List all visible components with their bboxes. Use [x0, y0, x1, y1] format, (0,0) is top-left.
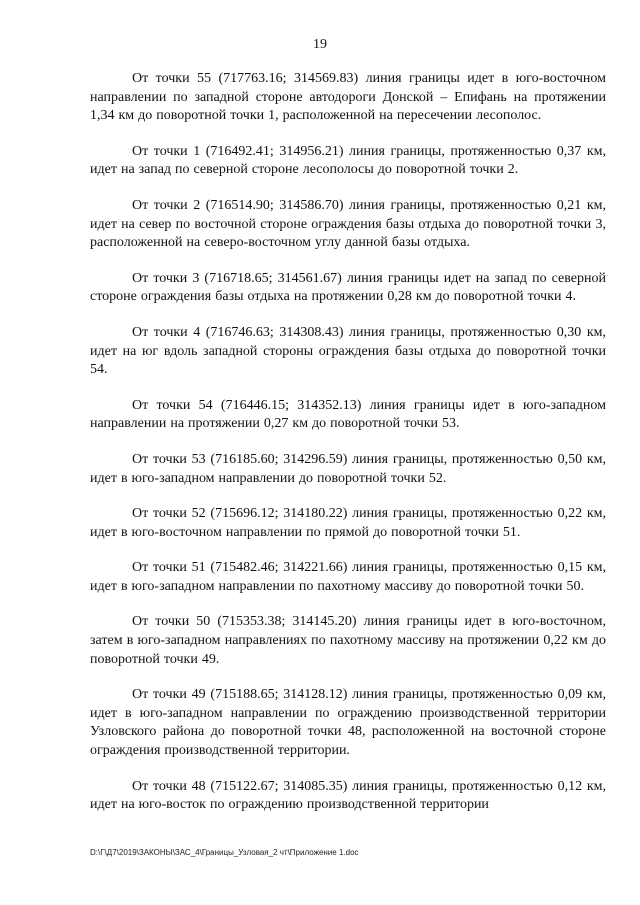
paragraph: От точки 53 (716185.60; 314296.59) линия границы, протяженностью 0,50 км, идет в юго-западном направлении до поворотной точки 52. — [90, 451, 606, 486]
footer-file-path: D:\Г\Д7\2019\ЗАКОНЫ\ЗАС_4\Границы_Узловая_2 чт\Приложение 1.doc — [90, 848, 359, 857]
document-body — [90, 70, 606, 832]
paragraph: От точки 1 (716492.41; 314956.21) линия границы, протяженностью 0,37 км, идет на запад по северной стороне лесополосы до поворотной точки 2. — [90, 143, 606, 178]
paragraph: От точки 55 (717763.16; 314569.83) линия границы идет в юго-восточном направлении по западной стороне автодороги Донской – Епифань на протяжении 1,34 км до поворотной точки 1, расположенной на пересечении лесополос. — [90, 71, 606, 124]
paragraph: От точки 4 (716746.63; 314308.43) линия границы, протяженностью 0,30 км, идет на юг вдоль западной стороны ограждения базы отдыха до поворотной точки 54. — [90, 324, 606, 378]
paragraph: От точки 2 (716514.90; 314586.70) линия границы, протяженностью 0,21 км, идет на север по восточной стороне ограждения базы отдыха до поворотной точки 3, расположенной на северо-восточном углу данной базы отдыха. — [90, 197, 606, 251]
paragraph: От точки 49 (715188.65; 314128.12) линия границы, протяженностью 0,09 км, идет в юго-западном направлении по ограждению производственной территории Узловского района до поворотной точки 48, расположенной на восточной стороне ограждения производственной территории. — [90, 687, 606, 759]
page-number: 19 — [313, 37, 327, 52]
paragraph: От точки 54 (716446.15; 314352.13) линия границы идет в юго-западном направлении на протяжении 0,27 км до поворотной точки 53. — [90, 397, 606, 432]
paragraph: От точки 3 (716718.65; 314561.67) линия границы идет на запад по северной стороне ограждения базы отдыха на протяжении 0,28 км до поворотной точки 4. — [90, 270, 606, 305]
paragraph: От точки 52 (715696.12; 314180.22) линия границы, протяженностью 0,22 км, идет в юго-восточном направлении по прямой до поворотной точки 51. — [90, 506, 606, 540]
paragraph: От точки 50 (715353.38; 314145.20) линия границы идет в юго-восточном, затем в юго-западном направлениях по пахотному массиву на протяжении 0,22 км до поворотной точки 49. — [90, 614, 606, 667]
paragraph: От точки 51 (715482.46; 314221.66) линия границы, протяженностью 0,15 км, идет в юго-западном направлении по пахотному массиву до поворотной точки 50. — [90, 560, 606, 594]
paragraph: От точки 48 (715122.67; 314085.35) линия границы, протяженностью 0,12 км, идет на юго-восток по ограждению производственной территории — [90, 778, 606, 813]
